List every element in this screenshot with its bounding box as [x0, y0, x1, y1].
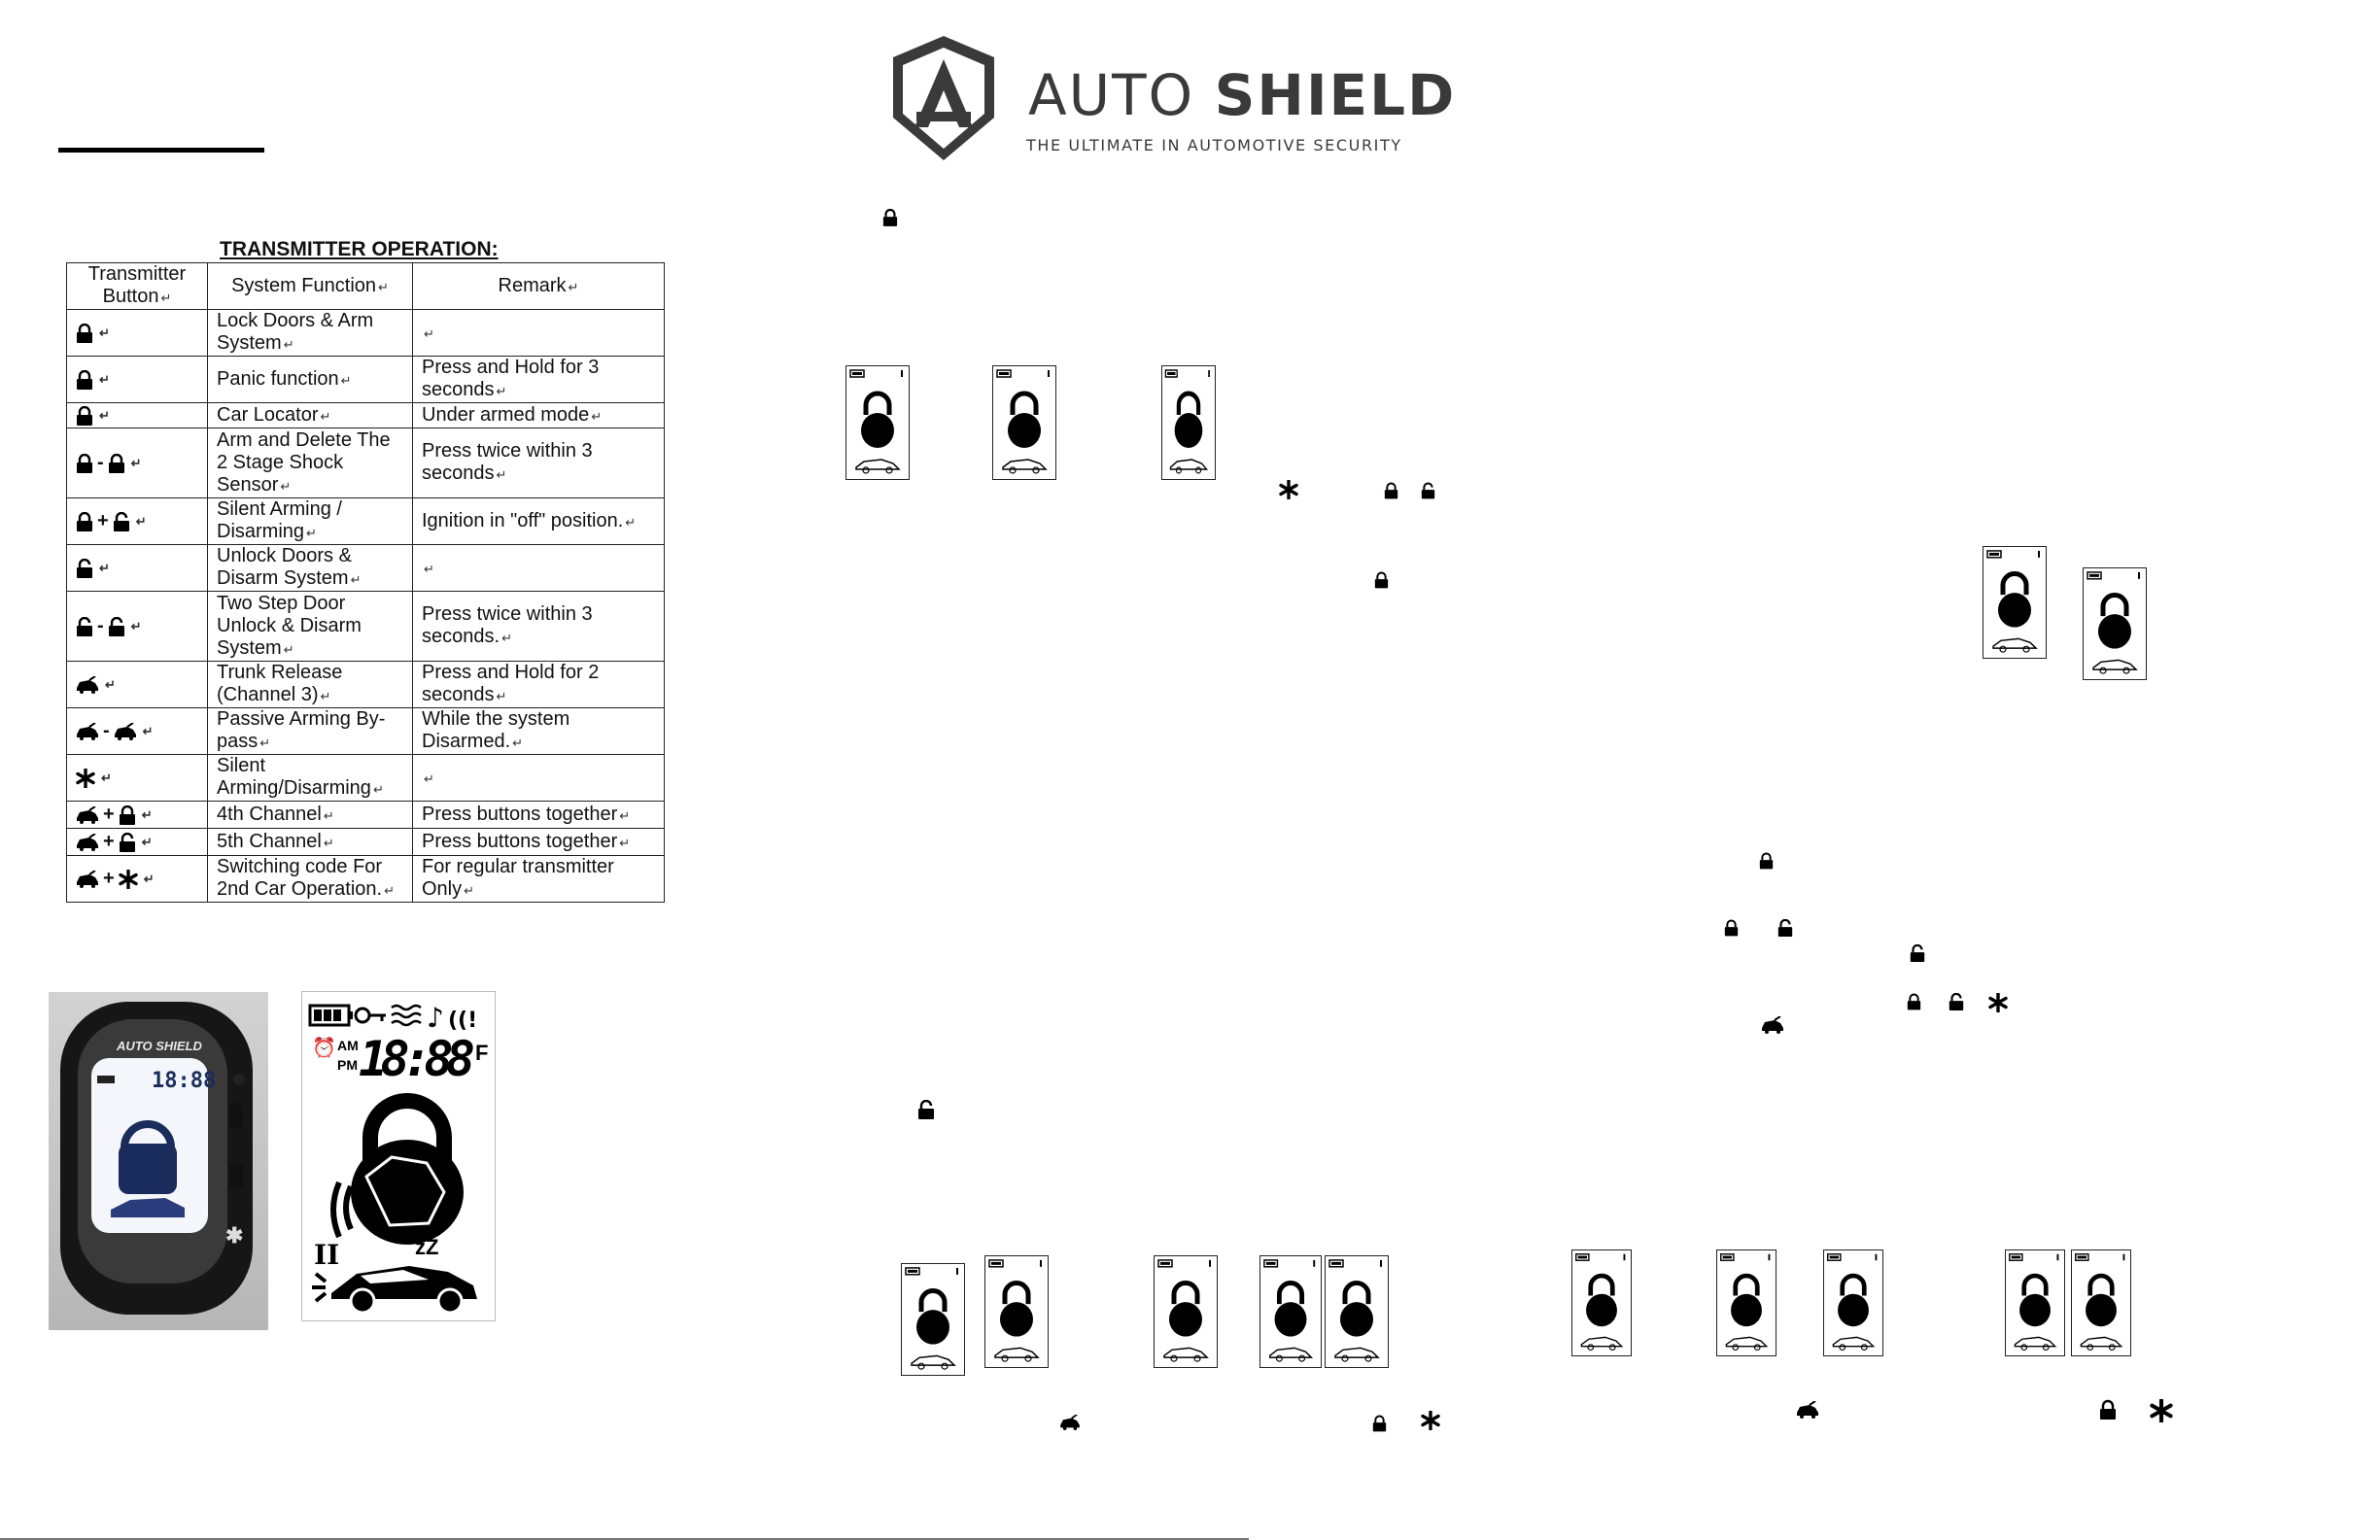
lcd-pm: PM	[337, 1057, 358, 1073]
brand-name: AUTO SHIELD	[1028, 62, 1457, 128]
remark-cell: Under armed mode ↵	[413, 403, 665, 428]
function-cell: Silent Arming/Disarming ↵	[208, 755, 413, 802]
button-cell: ↵	[67, 755, 208, 802]
lock-icon	[1372, 1415, 1387, 1432]
remote-lcd-clock: 18:88	[152, 1069, 217, 1093]
star-icon	[1988, 993, 2008, 1012]
remark-cell: Press and Hold for 2 seconds ↵	[413, 662, 665, 708]
music-note-icon: ♪	[427, 1002, 444, 1034]
button-cell: ↵	[67, 357, 208, 403]
unlock-icon	[113, 512, 130, 531]
table-row	[67, 428, 665, 498]
table-row	[67, 802, 665, 829]
mini-lcd-diagram	[901, 1263, 965, 1376]
signal-icon: ((!	[448, 1009, 478, 1033]
remark-cell: For regular transmitter Only ↵	[413, 856, 665, 903]
table-row	[67, 829, 665, 856]
remark-cell: Press buttons together ↵	[413, 802, 665, 829]
remote-brand-label: AUTO SHIELD	[117, 1039, 202, 1053]
remark-cell: Ignition in "off" position. ↵	[413, 498, 665, 545]
unlock-icon	[1946, 993, 1967, 1010]
button-cell: ↵	[67, 403, 208, 428]
mini-lcd-diagram	[1983, 546, 2047, 659]
unlock-icon	[1775, 919, 1796, 937]
mini-lcd-diagram	[984, 1255, 1049, 1368]
trunk-icon	[114, 723, 137, 740]
lock-icon	[119, 805, 136, 825]
trunk-icon	[76, 806, 99, 824]
remark-cell: ↵	[413, 755, 665, 802]
remark-cell: Press and Hold for 3 seconds ↵	[413, 357, 665, 403]
table-row	[67, 545, 665, 592]
lock-icon	[108, 454, 125, 473]
function-cell: Lock Doors & Arm System ↵	[208, 310, 413, 357]
mini-lcd-diagram	[1325, 1255, 1389, 1368]
lock-icon	[76, 454, 93, 473]
lcd-sleep-mark: zZ	[415, 1235, 439, 1259]
table-header-row	[67, 263, 665, 310]
mini-lcd-diagram	[992, 365, 1056, 480]
remark-cell: While the system Disarmed. ↵	[413, 708, 665, 755]
remote-body-icon	[49, 992, 268, 1330]
function-cell: Panic function ↵	[208, 357, 413, 403]
header-remark: Remark ↵	[413, 263, 665, 310]
unlock-icon	[119, 833, 136, 852]
lock-icon	[76, 324, 93, 343]
unlock-icon	[1421, 482, 1435, 499]
lock-icon	[76, 512, 93, 531]
mini-lcd-diagram	[1259, 1255, 1322, 1368]
table-row	[67, 498, 665, 545]
button-cell: + ↵	[67, 856, 208, 903]
lock-icon	[2099, 1399, 2117, 1420]
remote-photo	[49, 992, 268, 1330]
trunk-icon	[76, 834, 99, 851]
remark-cell: ↵	[413, 310, 665, 357]
table-row	[67, 708, 665, 755]
button-cell: ↵	[67, 310, 208, 357]
trunk-icon	[76, 871, 99, 888]
mini-lcd-diagram	[1716, 1249, 1776, 1356]
star-icon	[119, 870, 138, 889]
lock-icon	[76, 370, 93, 390]
button-cell: - ↵	[67, 592, 208, 662]
table-row	[67, 403, 665, 428]
lcd-unit: F	[475, 1041, 489, 1065]
unlock-icon	[1907, 944, 1928, 962]
lock-icon	[1724, 919, 1739, 937]
table-row	[67, 662, 665, 708]
star-icon	[2150, 1399, 2173, 1422]
mini-lcd-diagram	[1823, 1249, 1883, 1356]
unlock-icon	[108, 617, 125, 636]
function-cell: 5th Channel ↵	[208, 829, 413, 856]
auto-shield-logo-icon	[889, 34, 998, 162]
star-icon	[1279, 480, 1298, 499]
remark-cell: ↵	[413, 545, 665, 592]
brand-tagline: THE ULTIMATE IN AUTOMOTIVE SECURITY	[1026, 136, 1402, 154]
mini-lcd-diagram	[2071, 1249, 2131, 1356]
mini-lcd-diagram	[845, 365, 910, 480]
lcd-am: AM	[337, 1038, 359, 1053]
table-title: TRANSMITTER OPERATION:	[220, 238, 499, 260]
remark-cell: Press twice within 3 seconds ↵	[413, 428, 665, 498]
remote-star-button: ✱	[225, 1223, 244, 1248]
remark-cell: Press buttons together ↵	[413, 829, 665, 856]
trunk-icon	[1761, 1016, 1784, 1034]
star-icon	[76, 769, 95, 788]
mini-lcd-diagram	[1161, 365, 1216, 480]
header-system-function: System Function ↵	[208, 263, 413, 310]
mini-lcd-diagram	[2005, 1249, 2065, 1356]
trunk-icon	[1796, 1401, 1819, 1419]
lock-icon	[1374, 571, 1389, 589]
button-cell: + ↵	[67, 498, 208, 545]
lock-icon	[1907, 993, 1921, 1010]
mini-lcd-diagram	[2083, 567, 2147, 680]
alarm-icon: ⏰	[312, 1036, 336, 1059]
table-row	[67, 856, 665, 903]
car-icon	[312, 1266, 477, 1313]
table-row	[67, 357, 665, 403]
function-cell: Two Step Door Unlock & Disarm System ↵	[208, 592, 413, 662]
function-cell: Switching code For 2nd Car Operation. ↵	[208, 856, 413, 903]
mini-lcd-diagram	[1571, 1249, 1632, 1356]
function-cell: Unlock Doors & Disarm System ↵	[208, 545, 413, 592]
function-cell: Trunk Release (Channel 3) ↵	[208, 662, 413, 708]
transmitter-operation-table	[66, 262, 665, 903]
lock-icon	[882, 208, 898, 227]
function-cell: Silent Arming / Disarming ↵	[208, 498, 413, 545]
unlock-icon	[76, 559, 93, 578]
unlock-icon	[76, 617, 93, 636]
table-row	[67, 592, 665, 662]
section-rule	[58, 148, 264, 153]
table-row	[67, 755, 665, 802]
mini-lcd-diagram	[1154, 1255, 1218, 1368]
function-cell: Car Locator ↵	[208, 403, 413, 428]
lcd-display-diagram	[301, 991, 496, 1321]
lock-icon	[76, 406, 93, 426]
function-cell: Arm and Delete The 2 Stage Shock Sensor ↵	[208, 428, 413, 498]
lcd-clock: 18:88	[359, 1031, 475, 1087]
button-cell: - ↵	[67, 708, 208, 755]
button-cell: + ↵	[67, 802, 208, 829]
function-cell: Passive Arming By-pass ↵	[208, 708, 413, 755]
lcd-channel-mark: II	[314, 1239, 340, 1271]
trunk-icon	[76, 676, 99, 694]
function-cell: 4th Channel ↵	[208, 802, 413, 829]
padlock-icon	[333, 1101, 464, 1245]
table-row	[67, 310, 665, 357]
button-cell: ↵	[67, 545, 208, 592]
header-transmitter-button: Transmitter Button ↵	[67, 263, 208, 310]
key-icon	[356, 1009, 386, 1022]
button-cell: + ↵	[67, 829, 208, 856]
remark-cell: Press twice within 3 seconds. ↵	[413, 592, 665, 662]
unlock-icon	[915, 1100, 937, 1119]
star-icon	[1421, 1411, 1440, 1430]
button-cell: - ↵	[67, 428, 208, 498]
trunk-icon	[76, 723, 99, 740]
waves-icon	[392, 1006, 421, 1025]
lock-icon	[1384, 482, 1398, 499]
lock-icon	[1759, 851, 1774, 871]
button-cell: ↵	[67, 662, 208, 708]
trunk-icon	[1059, 1415, 1081, 1430]
